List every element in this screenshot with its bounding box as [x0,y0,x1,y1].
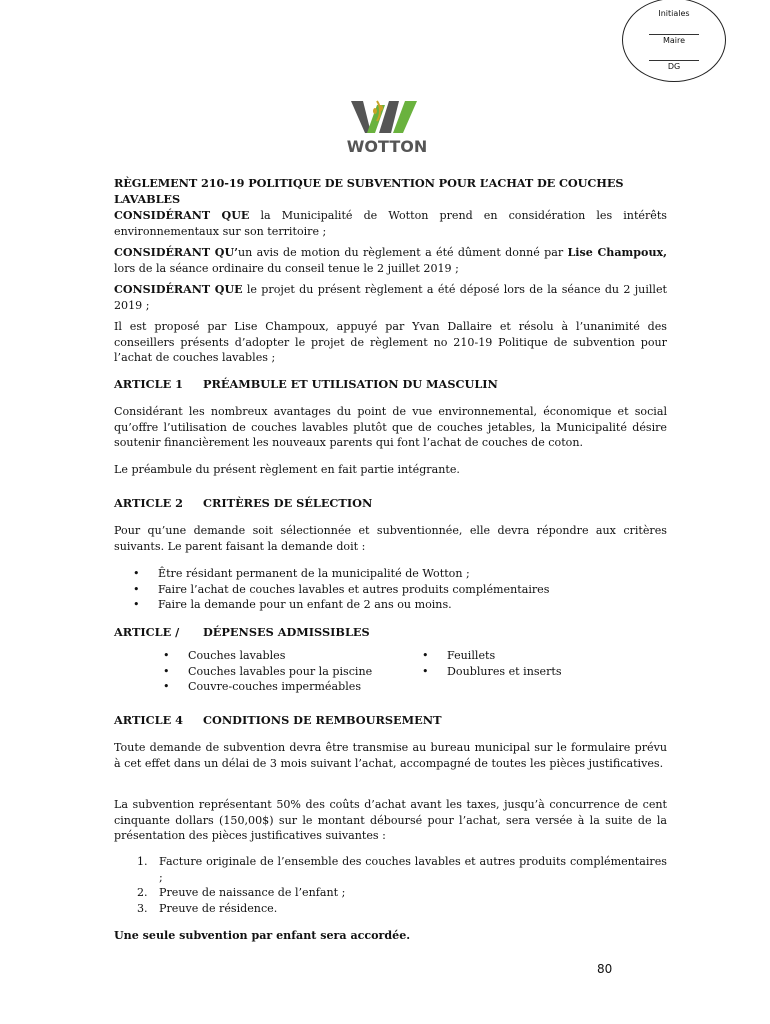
initials-stamp [622,0,726,82]
considerant-3-text: le projet du présent règlement a été déposé lors de la séance du 2 juillet 2019 ; [114,283,667,312]
expenses-list-right [422,648,562,679]
article-2-intro: Pour qu’une demande soit sélectionnée et subventionnée, elle devra répondre aux critères suivants. Le parent faisant la demande doit : [114,524,667,553]
article-3-number: ARTICLE / [114,625,180,639]
list-item: • Couches lavables [163,649,286,662]
page-title: RÈGLEMENT 210-19 POLITIQUE DE SUBVENTION POUR L’ACHAT DE COUCHES LAVABLES [114,176,624,206]
list-item: • Faire l’achat de couches lavables et autres produits complémentaires [133,582,550,596]
stamp-maire-label: Maire [662,36,686,45]
considerant-2 [114,245,667,276]
list-item: • Doublures et inserts [422,664,562,678]
wotton-logo [341,99,433,157]
stamp-maire-line [649,34,699,35]
article-3-title: DÉPENSES ADMISSIBLES [203,625,370,639]
considerant-1-lead: CONSIDÉRANT QUE [114,209,250,222]
article-2-number: ARTICLE 2 [114,496,183,510]
article-4-number: ARTICLE 4 [114,713,183,727]
article-2-criteria-list [133,566,550,613]
page-number: 80 [597,962,613,976]
closing-statement: Une seule subvention par enfant sera accordée. [114,929,411,942]
list-item: • Feuillets [422,649,496,662]
considerant-2-text-a: un avis de motion du règlement a été dûment donné par [238,246,568,259]
expenses-list-left [163,648,373,695]
considerant-2-lead: CONSIDÉRANT QU’ [114,246,238,259]
article-4-title: CONDITIONS DE REMBOURSEMENT [203,713,442,727]
considerant-2-name: Lise Champoux, [567,246,667,259]
article-1-paragraph-2: Le préambule du présent règlement en fait partie intégrante. [114,463,460,476]
article-2-title: CRITÈRES DE SÉLECTION [203,496,373,510]
list-item: 3. Preuve de résidence. [137,901,278,915]
list-item: 2. Preuve de naissance de l’enfant ; [137,886,346,900]
list-item: • Faire la demande pour un enfant de 2 ans ou moins. [133,598,452,612]
list-item: 1. Facture originale de l’ensemble des couches lavables et autres produits complémentaires ; [137,855,667,884]
article-4-documents-list [137,854,667,916]
stamp-dg-line [649,60,699,61]
proposal-paragraph: Il est proposé par Lise Champoux, appuyé par Yvan Dallaire et résolu à l’unanimité des conseillers présents d’adopter le projet de règlement no 210-19 Politique de subvention pour l’achat de couches lavables ; [114,320,667,365]
article-4-paragraph-2: La subvention représentant 50% des coûts d’achat avant les taxes, jusqu’à concurrence de cent cinquante dollars (150,00$) sur le montant déboursé pour l’achat, sera versée à la suite de la présentation des pièces justificatives suivantes : [114,798,667,843]
article-1-paragraph-1: Considérant les nombreux avantages du point de vue environnemental, économique et social qu’offre l’utilisation de couches lavables plutôt que de couches jetables, la Municipalité désire soutenir financièrement les nouveaux parents qui font l’achat de couches de coton. [114,405,667,450]
article-4-paragraph-1: Toute demande de subvention devra être transmise au bureau municipal sur le formulaire prévu à cet effet dans un délai de 3 mois suivant l’achat, accompagné de toutes les pièces justificatives. [114,741,667,770]
logo-text: WOTTON [346,137,428,156]
list-item: • Couvre-couches imperméables [163,680,362,694]
stamp-dg-label: DG [667,62,681,71]
article-1-number: ARTICLE 1 [114,377,183,391]
considerant-1-text: la Municipalité de Wotton prend en considération les intérêts environnementaux sur son territoire ; [114,209,667,238]
stamp-initiales-label: Initiales [658,9,690,18]
considerant-2-text-b: lors de la séance ordinaire du conseil tenue le 2 juillet 2019 ; [114,261,459,275]
considerant-1 [114,208,667,239]
considerant-3 [114,282,667,313]
list-item: • Être résidant permanent de la municipalité de Wotton ; [133,567,470,580]
list-item: • Couches lavables pour la piscine [163,664,373,678]
considerant-3-lead: CONSIDÉRANT QUE [114,283,243,296]
article-1-title: PRÉAMBULE ET UTILISATION DU MASCULIN [203,377,498,391]
